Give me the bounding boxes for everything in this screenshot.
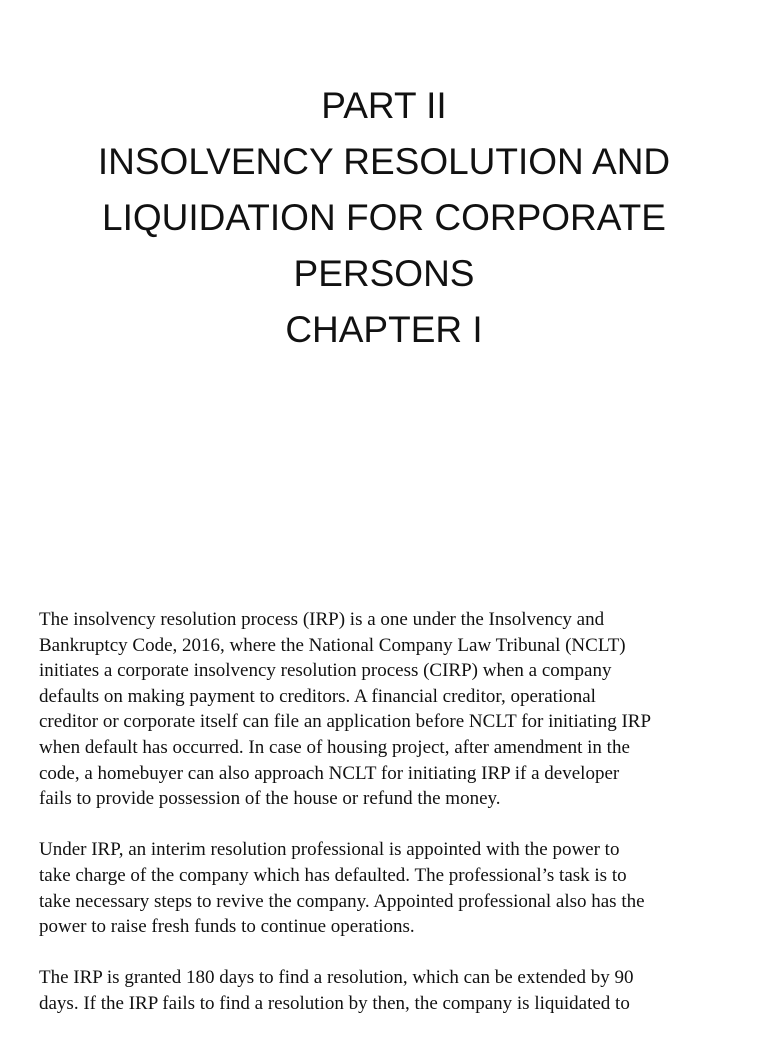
text-line: power to raise fresh funds to continue operations. <box>39 916 415 938</box>
text-line: initiates a corporate insolvency resolution process (CIRP) when a company <box>39 660 612 682</box>
title-chapter-line: CHAPTER I <box>285 309 483 350</box>
text-line: The IRP is granted 180 days to find a resolution, which can be extended by 90 <box>39 967 634 989</box>
text-line: days. If the IRP fails to find a resolution by then, the company is liquidated to <box>39 992 630 1014</box>
title-heading-line-1: INSOLVENCY RESOLUTION AND <box>97 141 671 182</box>
text-line: The insolvency resolution process (IRP) is a one under the Insolvency and <box>39 609 605 630</box>
paragraph-irp-definition <box>39 607 739 812</box>
text-line: take necessary steps to revive the company. Appointed professional also has the <box>39 890 645 912</box>
text-line: creditor or corporate itself can file an application before NCLT for initiating IRP <box>39 711 652 733</box>
paragraph-timeline <box>39 965 739 1016</box>
paragraph-interim-professional <box>39 837 739 939</box>
body-text <box>39 607 739 1042</box>
title-part-line: PART II <box>321 85 447 126</box>
text-line: defaults on making payment to creditors. A financial creditor, operational <box>39 685 596 707</box>
title-heading-line-3: PERSONS <box>293 253 475 294</box>
text-line: take charge of the company which has defaulted. The professional’s task is to <box>39 864 627 886</box>
text-line: when default has occurred. In case of housing project, after amendment in the <box>39 736 630 758</box>
text-line: Under IRP, an interim resolution professional is appointed with the power to <box>39 839 620 861</box>
text-line: fails to provide possession of the house or refund the money. <box>39 788 501 810</box>
page-title <box>0 78 768 358</box>
text-line: Bankruptcy Code, 2016, where the National Company Law Tribunal (NCLT) <box>39 634 626 656</box>
text-line: code, a homebuyer can also approach NCLT for initiating IRP if a developer <box>39 762 620 784</box>
title-heading-line-2: LIQUIDATION FOR CORPORATE <box>102 197 666 238</box>
